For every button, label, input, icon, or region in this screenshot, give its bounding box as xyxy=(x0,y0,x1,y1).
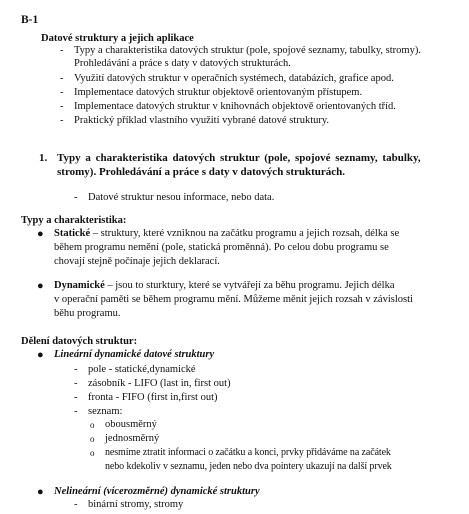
linear-title: Lineární dynamické datové struktury xyxy=(54,349,215,360)
dash-marker: - xyxy=(60,101,64,112)
heading-line: stromy). Prohledávání a práce s daty v datových strukturách. xyxy=(57,166,346,178)
types-heading: Typy a charakteristika: xyxy=(21,215,127,226)
toc-item: Typy a charakteristika datových struktur (pole, spojové seznamy, tabulky, stromy). xyxy=(74,45,421,56)
dynamic-line: v operační paměti se během programu mění. Můžeme měnit jejich rozsah v závislosti xyxy=(54,294,413,305)
intro-item: Datové struktur nesou informace, nebo data. xyxy=(88,192,275,203)
section-title: Datové struktury a jejich aplikace xyxy=(41,33,194,44)
dash-marker: - xyxy=(74,392,78,403)
dash-marker: - xyxy=(74,364,78,375)
linear-item: fronta - FIFO (first in,first out) xyxy=(88,392,218,403)
circle-marker: o xyxy=(90,434,95,444)
static-line: chovají stejně počínaje jejich deklarací. xyxy=(54,256,220,267)
static-line: během programu nemění (pole, statická proměnná). Po celou dobu programu se xyxy=(54,242,389,253)
circle-marker: o xyxy=(90,448,95,458)
dash-marker: - xyxy=(60,115,64,126)
static-text: – struktury, které vzniknou na začátku programu a jejich rozsah, délka se xyxy=(90,228,400,239)
nonlinear-item: binární stromy, stromy xyxy=(88,499,184,510)
dash-marker: - xyxy=(60,87,64,98)
dash-marker: - xyxy=(74,192,78,203)
dynamic-text: – jsou to sturktury, které se vytvářejí za běhu programu. Jejich délka xyxy=(104,280,395,291)
bullet-marker: ● xyxy=(37,228,44,240)
document-code: B-1 xyxy=(21,14,39,26)
linear-item: zásobník - LIFO (last in, first out) xyxy=(88,378,231,389)
heading-line: Typy a charakteristika datových struktur (pole, spojové seznamy, tabulky, xyxy=(57,152,421,164)
list-type-item: nebo kdekoliv v seznamu, jeden nebo dva pointery ukazují na další prvek xyxy=(105,461,392,472)
list-type-item: nesmíme ztratit informaci o začátku a konci, prvky přidáváme na začátek xyxy=(105,447,391,458)
dynamic-line xyxy=(54,280,394,291)
list-type-item: obousměrný xyxy=(105,419,157,430)
static-term: Statické xyxy=(54,228,91,239)
circle-marker: o xyxy=(90,420,95,430)
toc-item: Využití datových struktur v operačních systémech, databázích, grafice apod. xyxy=(74,73,394,84)
toc-item: Implementace datových struktur v knihovnách objektově orientovaných tříd. xyxy=(74,101,396,112)
bullet-marker: ● xyxy=(37,486,44,498)
bullet-marker: ● xyxy=(37,280,44,292)
bullet-marker: ● xyxy=(37,349,44,361)
toc-item: Praktický příklad vlastního využití vybrané datové struktury. xyxy=(74,115,330,126)
nonlinear-title: Nelineární (vícerozměrné) dynamické struktury xyxy=(54,486,260,497)
division-heading: Dělení datových struktur: xyxy=(21,336,138,347)
dash-marker: - xyxy=(60,73,64,84)
list-type-item: jednosměrný xyxy=(105,433,160,444)
toc-item: Implementace datových struktur objektově orientovaným přístupem. xyxy=(74,87,363,98)
toc-item: Prohledávání a práce s daty v datových strukturách. xyxy=(74,58,291,69)
dash-marker: - xyxy=(74,406,78,417)
static-line xyxy=(54,228,399,239)
linear-item: seznam: xyxy=(88,406,123,417)
dynamic-term: Dynamické xyxy=(54,280,105,291)
linear-item: pole - statické,dynamické xyxy=(88,364,196,375)
dash-marker: - xyxy=(74,378,78,389)
heading-number: 1. xyxy=(39,152,48,164)
dash-marker: - xyxy=(60,45,64,56)
dash-marker: - xyxy=(74,499,78,510)
dynamic-line: běhu programu. xyxy=(54,308,121,319)
